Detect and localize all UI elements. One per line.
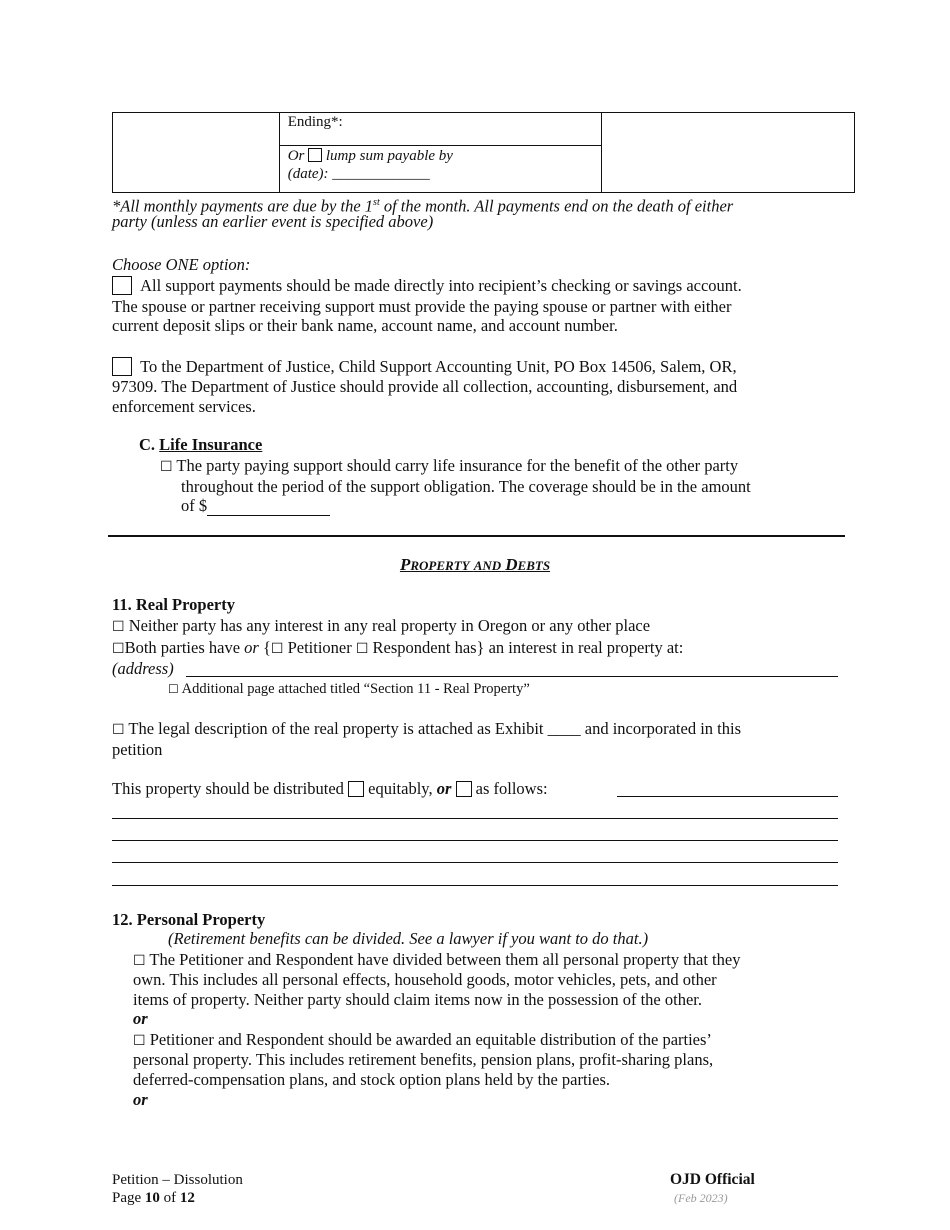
heading-d: D bbox=[505, 555, 518, 574]
doj-checkbox[interactable] bbox=[112, 357, 132, 376]
neither-text: Neither party has any interest in any real property in Oregon or any other place bbox=[128, 616, 651, 635]
monthly-note-a: *All monthly payments are due by the 1 bbox=[112, 196, 374, 216]
table-cell-ending bbox=[279, 113, 602, 146]
footer-official: OJD Official bbox=[670, 1171, 755, 1188]
both-brace: { bbox=[262, 638, 271, 657]
life-insurance-line2: throughout the period of the support obligation. The coverage should be in the amount bbox=[181, 477, 751, 496]
personal-property-title: 12. Personal Property bbox=[112, 910, 266, 929]
life-insurance-amount-label: of $ bbox=[181, 496, 208, 515]
support-table bbox=[112, 112, 855, 193]
distribution-line-4[interactable] bbox=[112, 885, 838, 886]
both-text: Both parties have bbox=[124, 638, 241, 657]
lump-sum-date: (date): _____________ bbox=[287, 166, 430, 182]
equitably-checkbox[interactable] bbox=[348, 781, 364, 797]
direct-line2: The spouse or partner receiving support must provide the paying spouse or partner with either bbox=[112, 297, 732, 316]
direct-line1: All support payments should be made directly into recipient’s checking or savings account. bbox=[140, 276, 742, 295]
life-insurance-text1: The party paying support should carry life insurance for the benefit of the other party bbox=[176, 456, 739, 475]
or-label: Or bbox=[287, 148, 305, 164]
life-insurance-checkbox[interactable]: ☐ bbox=[160, 459, 173, 475]
legal-description-text: The legal description of the real property is attached as Exhibit ____ and incorporated in this bbox=[128, 719, 741, 738]
life-insurance-title: Life Insurance bbox=[159, 435, 263, 454]
ending-label: Ending*: bbox=[287, 114, 343, 130]
distribution-line-1[interactable] bbox=[112, 818, 838, 819]
personal-or-1: or bbox=[133, 1009, 148, 1028]
as-follows-checkbox[interactable] bbox=[456, 781, 472, 797]
life-insurance-amount-field[interactable] bbox=[207, 499, 330, 516]
lump-sum-label: lump sum payable by bbox=[325, 148, 453, 164]
personal-option1-text: The Petitioner and Respondent have divided between them all personal property that they bbox=[149, 950, 741, 969]
lump-sum-checkbox[interactable] bbox=[308, 148, 322, 162]
heading-and: AND bbox=[473, 558, 502, 573]
neither-checkbox[interactable]: ☐ bbox=[112, 619, 125, 635]
heading-roperty: ROPERTY bbox=[410, 558, 470, 573]
option-direct bbox=[112, 276, 742, 296]
legal-description-line2: petition bbox=[112, 740, 163, 759]
legal-description-checkbox[interactable]: ☐ bbox=[112, 722, 125, 738]
distribution-line bbox=[112, 779, 548, 799]
real-property-neither bbox=[112, 616, 650, 637]
monthly-note-line2: party (unless an earlier event is specified above) bbox=[112, 212, 434, 231]
footer-form-name: Petition – Dissolution bbox=[112, 1172, 243, 1188]
petitioner-label: Petitioner bbox=[287, 638, 352, 657]
both-or: or bbox=[244, 638, 259, 657]
respondent-label: Respondent has} an interest in real property at: bbox=[372, 638, 684, 657]
footer-page-number bbox=[112, 1189, 195, 1207]
life-insurance-letter: C. bbox=[139, 435, 156, 454]
additional-page-checkbox[interactable]: ☐ bbox=[168, 682, 179, 696]
real-property-both bbox=[112, 638, 683, 659]
equitably-label: equitably, bbox=[368, 779, 433, 798]
personal-option1-line1 bbox=[133, 950, 740, 971]
direct-line3: current deposit slips or their bank name, account name, and account number. bbox=[112, 316, 618, 335]
personal-option1-checkbox[interactable]: ☐ bbox=[133, 953, 146, 969]
doj-line3: enforcement services. bbox=[112, 397, 256, 416]
heading-p: P bbox=[399, 555, 411, 574]
personal-property-note: (Retirement benefits can be divided. See a lawyer if you want to do that.) bbox=[168, 929, 649, 948]
distribution-or: or bbox=[436, 779, 452, 798]
table-cell-lump-sum bbox=[279, 146, 602, 193]
footer-date: (Feb 2023) bbox=[674, 1191, 728, 1205]
legal-description-line1 bbox=[112, 719, 741, 740]
personal-option1-line2: own. This includes all personal effects, household goods, motor vehicles, pets, and other bbox=[133, 970, 717, 989]
footer-page-num: 10 bbox=[144, 1190, 160, 1206]
footer-page-total: 12 bbox=[179, 1190, 195, 1206]
petitioner-checkbox[interactable]: ☐ bbox=[270, 641, 284, 657]
distribution-line-2[interactable] bbox=[112, 840, 838, 841]
address-label: (address) bbox=[112, 659, 174, 678]
table-cell-left bbox=[113, 113, 280, 193]
real-property-title: 11. Real Property bbox=[112, 595, 235, 614]
distributed-text: This property should be distributed bbox=[112, 779, 344, 798]
monthly-note-b: of the month. All payments end on the death of either bbox=[379, 196, 734, 216]
property-debts-heading bbox=[0, 555, 950, 576]
additional-page bbox=[168, 679, 530, 699]
both-checkbox[interactable]: ☐ bbox=[112, 641, 125, 657]
options-heading: Choose ONE option: bbox=[112, 255, 251, 274]
personal-option2-line2: personal property. This includes retirement benefits, pension plans, profit-sharing plans, bbox=[133, 1050, 714, 1069]
respondent-checkbox[interactable]: ☐ bbox=[355, 641, 369, 657]
personal-or-2: or bbox=[133, 1090, 148, 1109]
personal-option2-line1 bbox=[133, 1030, 712, 1051]
life-insurance-heading bbox=[139, 435, 262, 455]
additional-page-text: Additional page attached titled “Section 11 - Real Property” bbox=[181, 681, 530, 697]
address-field[interactable] bbox=[186, 676, 838, 677]
option-doj bbox=[112, 357, 737, 377]
life-insurance-line3 bbox=[181, 496, 330, 516]
as-follows-label: as follows: bbox=[475, 779, 548, 798]
distribution-line-3[interactable] bbox=[112, 862, 838, 863]
direct-deposit-checkbox[interactable] bbox=[112, 276, 132, 295]
personal-option1-line3: items of property. Neither party should claim items now in the possession of the other. bbox=[133, 990, 702, 1009]
as-follows-field[interactable] bbox=[617, 796, 838, 797]
section-divider bbox=[108, 535, 845, 537]
personal-option2-line3: deferred-compensation plans, and stock option plans held by the parties. bbox=[133, 1070, 610, 1089]
personal-option2-text: Petitioner and Respondent should be awarded an equitable distribution of the parties’ bbox=[149, 1030, 712, 1049]
personal-option2-checkbox[interactable]: ☐ bbox=[133, 1033, 146, 1049]
footer-page-word: Page bbox=[112, 1190, 142, 1206]
table-cell-right bbox=[602, 113, 855, 193]
heading-ebts: EBTS bbox=[517, 558, 551, 573]
monthly-note-sup: st bbox=[373, 197, 380, 208]
life-insurance-line1 bbox=[160, 456, 738, 477]
footer-of-word: of bbox=[163, 1190, 177, 1206]
doj-line2: 97309. The Department of Justice should provide all collection, accounting, disbursement, and bbox=[112, 377, 738, 396]
doj-line1: To the Department of Justice, Child Support Accounting Unit, PO Box 14506, Salem, OR, bbox=[140, 357, 737, 376]
